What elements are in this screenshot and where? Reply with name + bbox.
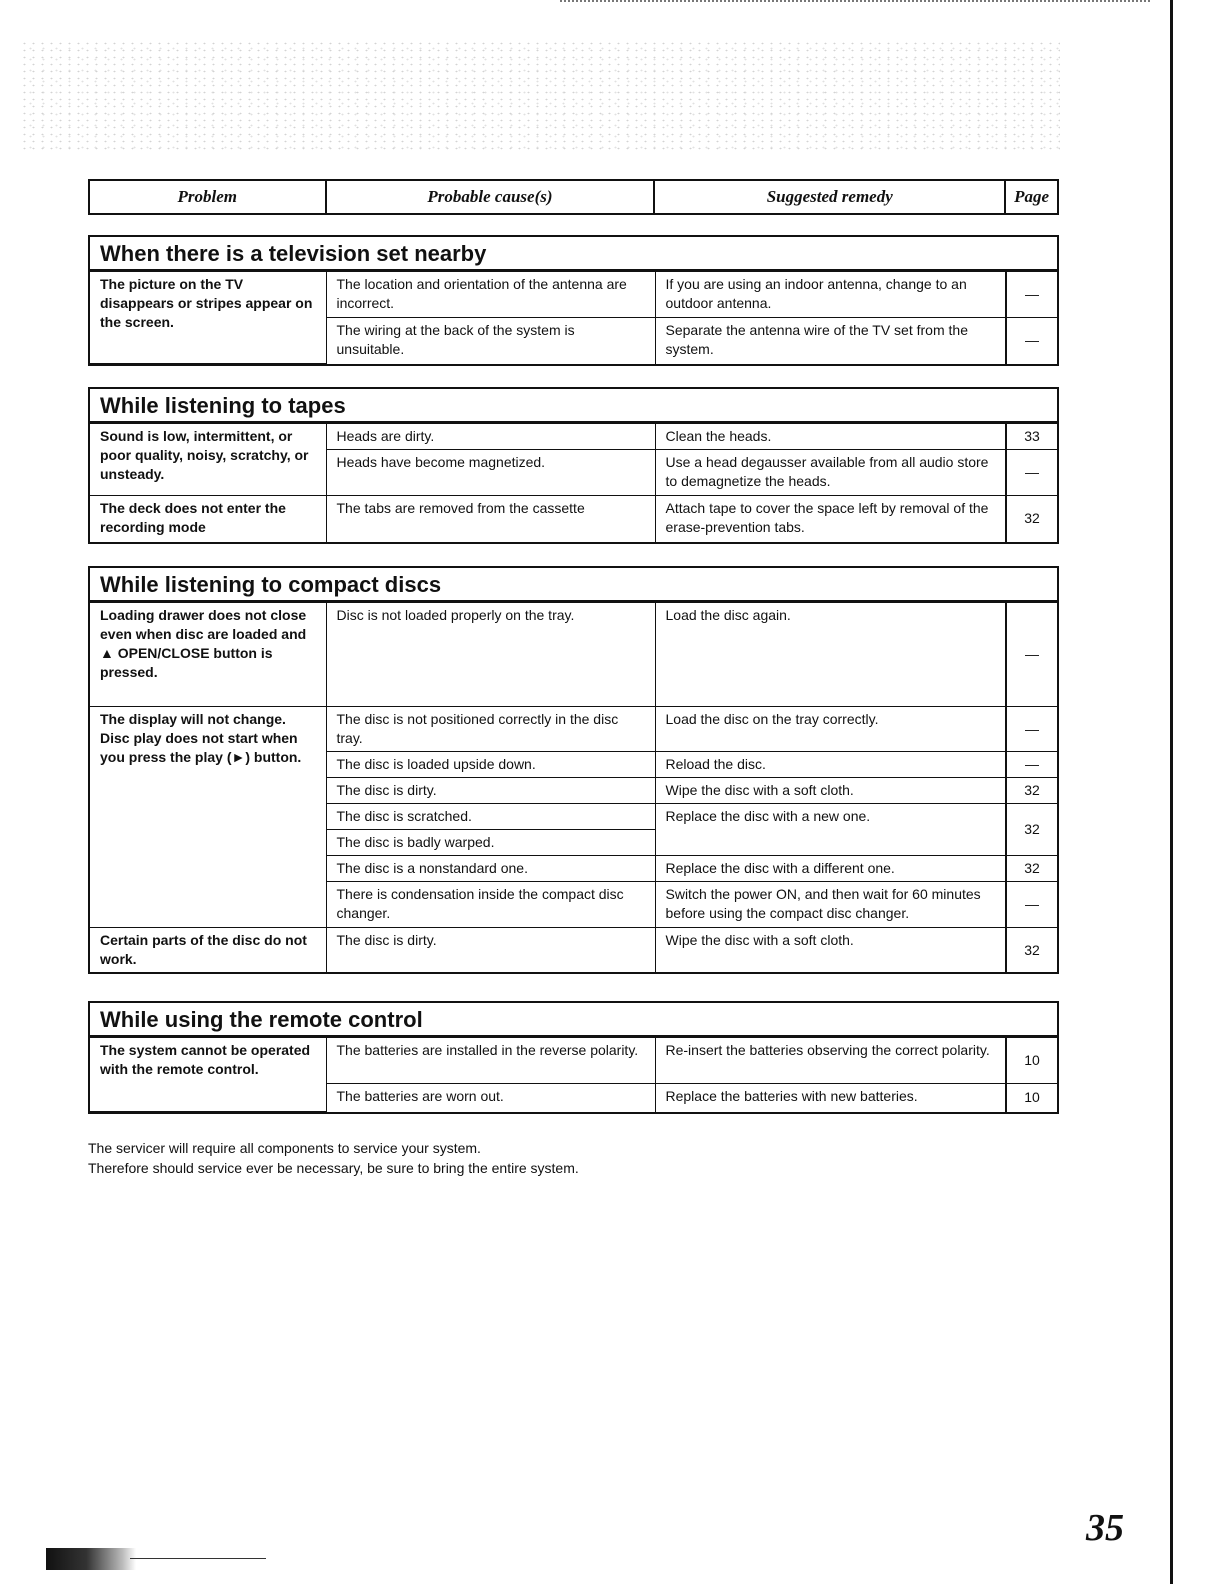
table-row (90, 1038, 1057, 1084)
section-tv-nearby (88, 235, 1059, 366)
remedy-cell: If you are using an indoor antenna, change to an outdoor antenna. (655, 272, 1006, 318)
page-cell: 10 (1006, 1038, 1057, 1084)
cause-cell: The disc is scratched. (326, 804, 655, 830)
cause-cell: The disc is dirty. (326, 778, 655, 804)
remedy-cell: Load the disc on the tray correctly. (655, 707, 1006, 752)
section-title: While listening to compact discs (90, 568, 1057, 602)
service-note (88, 1138, 579, 1178)
cause-cell: The disc is a nonstandard one. (326, 856, 655, 882)
top-dotted-rule (560, 0, 1150, 5)
table-row (90, 928, 1057, 973)
page-cell: — (1006, 272, 1057, 318)
cause-cell: The disc is dirty. (326, 928, 655, 973)
cause-cell: Heads are dirty. (326, 424, 655, 450)
problem-cell: Sound is low, intermittent, or poor quality, noisy, scratchy, or unsteady. (90, 424, 326, 496)
page-cell: — (1006, 450, 1057, 496)
remedy-cell: Replace the batteries with new batteries. (655, 1084, 1006, 1112)
page-cell: — (1006, 318, 1057, 364)
page-cell: 33 (1006, 424, 1057, 450)
table-row (90, 496, 1057, 542)
troubleshooting-table (90, 602, 1057, 972)
page-cell: 10 (1006, 1084, 1057, 1112)
problem-cell: The picture on the TV disappears or stripes appear on the screen. (90, 272, 326, 364)
cause-cell: The batteries are installed in the reverse polarity. (326, 1038, 655, 1084)
problem-cell: Certain parts of the disc do not work. (90, 928, 326, 973)
page-cell: — (1006, 603, 1057, 707)
cause-cell: Heads have become magnetized. (326, 450, 655, 496)
remedy-cell: Use a head degausser available from all audio store to demagnetize the heads. (655, 450, 1006, 496)
section-remote-control (88, 1001, 1059, 1114)
header-problem: Problem (89, 180, 326, 214)
remedy-cell: Load the disc again. (655, 603, 1006, 707)
page-cell: — (1006, 752, 1057, 778)
section-title: When there is a television set nearby (90, 237, 1057, 271)
remedy-cell: Separate the antenna wire of the TV set from the system. (655, 318, 1006, 364)
page-cell: 32 (1006, 496, 1057, 542)
section-title: While using the remote control (90, 1003, 1057, 1037)
cause-cell: The disc is badly warped. (326, 830, 655, 856)
cause-cell: The location and orientation of the antenna are incorrect. (326, 272, 655, 318)
remedy-cell: Re-insert the batteries observing the correct polarity. (655, 1038, 1006, 1084)
cause-cell: There is condensation inside the compact disc changer. (326, 882, 655, 928)
page-cell: 32 (1006, 778, 1057, 804)
cause-cell: Disc is not loaded properly on the tray. (326, 603, 655, 707)
table-row (90, 272, 1057, 318)
remedy-cell: Replace the disc with a new one. (655, 804, 1006, 856)
table-row (90, 424, 1057, 450)
header-texture-band (20, 40, 1060, 150)
page-cell: — (1006, 707, 1057, 752)
page-cell: 32 (1006, 804, 1057, 856)
table-row (90, 603, 1057, 707)
troubleshooting-table (90, 1037, 1057, 1112)
remedy-cell: Reload the disc. (655, 752, 1006, 778)
cause-cell: The disc is loaded upside down. (326, 752, 655, 778)
remedy-cell: Switch the power ON, and then wait for 60 minutes before using the compact disc changer. (655, 882, 1006, 928)
problem-cell: The display will not change. Disc play does not start when you press the play (►) button. (90, 707, 326, 928)
remedy-cell: Wipe the disc with a soft cloth. (655, 778, 1006, 804)
service-note-line: The servicer will require all components to service your system. (88, 1140, 481, 1156)
right-margin-rule (1170, 0, 1173, 1584)
table-row (90, 707, 1057, 752)
section-title: While listening to tapes (90, 389, 1057, 423)
cause-cell: The wiring at the back of the system is unsuitable. (326, 318, 655, 364)
problem-cell: The system cannot be operated with the remote control. (90, 1038, 326, 1112)
header-remedy: Suggested remedy (654, 180, 1005, 214)
section-tapes (88, 387, 1059, 544)
corner-scan-mark (46, 1548, 136, 1570)
section-compact-discs (88, 566, 1059, 974)
cause-cell: The batteries are worn out. (326, 1084, 655, 1112)
troubleshooting-table (90, 271, 1057, 364)
remedy-cell: Clean the heads. (655, 424, 1006, 450)
page-cell: 32 (1006, 928, 1057, 973)
service-note-line: Therefore should service ever be necessary, be sure to bring the entire system. (88, 1160, 579, 1176)
header-page: Page (1005, 180, 1058, 214)
remedy-cell: Attach tape to cover the space left by removal of the erase-prevention tabs. (655, 496, 1006, 542)
problem-cell: Loading drawer does not close even when disc are loaded and ▲ OPEN/CLOSE button is pressed. (90, 603, 326, 707)
problem-cell: The deck does not enter the recording mode (90, 496, 326, 542)
cause-cell: The disc is not positioned correctly in the disc tray. (326, 707, 655, 752)
remedy-cell: Wipe the disc with a soft cloth. (655, 928, 1006, 973)
page-cell: 32 (1006, 856, 1057, 882)
column-header-table (88, 179, 1059, 215)
page-number: 35 (1086, 1507, 1124, 1549)
cause-cell: The tabs are removed from the cassette (326, 496, 655, 542)
page-cell: — (1006, 882, 1057, 928)
header-cause: Probable cause(s) (326, 180, 655, 214)
troubleshooting-table (90, 423, 1057, 542)
remedy-cell: Replace the disc with a different one. (655, 856, 1006, 882)
corner-line (130, 1558, 266, 1559)
